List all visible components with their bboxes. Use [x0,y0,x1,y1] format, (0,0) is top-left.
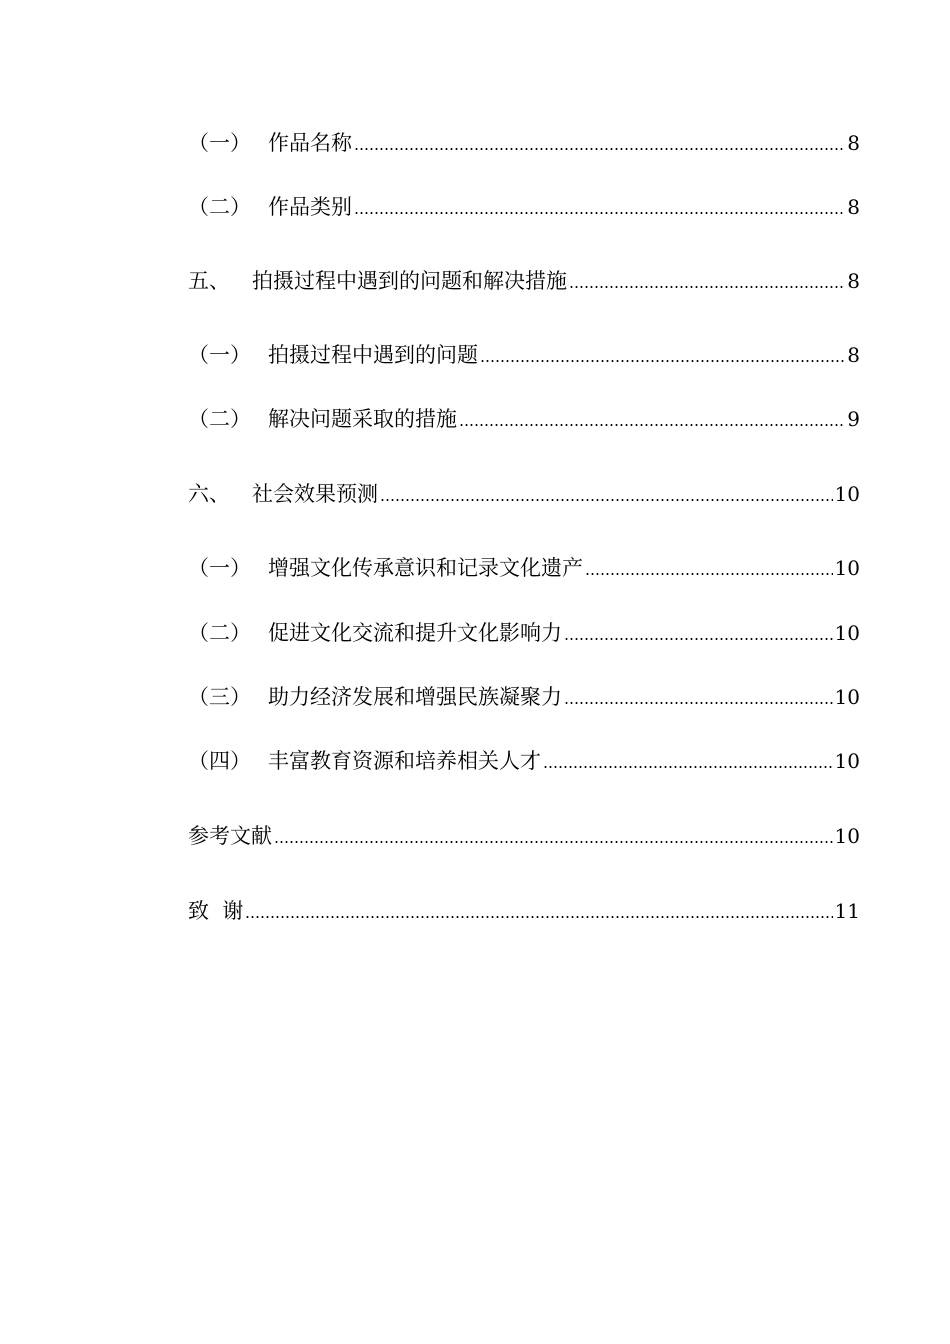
toc-entry-number: （一） [188,556,251,580]
toc-entry-page: 10 [834,482,860,506]
dot-leader [564,702,833,704]
toc-entry-title: 致 谢 [188,899,244,923]
toc-entry-title: 作品名称 [268,131,352,155]
toc-entry[interactable] [188,188,860,222]
toc-entry-page: 9 [847,407,860,431]
dot-leader [354,148,845,150]
dot-leader [543,766,833,768]
toc-entry-title: 作品类别 [268,195,352,219]
toc-entry-number: （二） [188,621,251,645]
toc-entry-page: 10 [834,685,860,709]
toc-entry[interactable] [188,614,860,648]
toc-entry[interactable] [188,336,860,370]
toc-entry-page: 8 [847,195,860,219]
toc-entry-page: 8 [847,269,860,293]
toc-entry[interactable] [188,400,860,434]
toc-entry-title: 丰富教育资源和培养相关人才 [268,749,541,773]
dot-leader [245,916,832,918]
toc-entry-page: 10 [834,556,860,580]
toc-entry-number: 五、 [188,269,230,293]
toc-entry-number: （一） [188,343,251,367]
toc-entry[interactable] [188,817,860,851]
toc-entry-page: 8 [847,131,860,155]
dot-leader [354,212,845,214]
toc-entry[interactable] [188,678,860,712]
toc-entry-title: 拍摄过程中遇到的问题和解决措施 [252,269,567,293]
toc-entry-page: 11 [834,899,860,923]
toc-entry-title: 助力经济发展和增强民族凝聚力 [268,685,562,709]
toc-entry[interactable] [188,262,860,296]
dot-leader [564,638,833,640]
dot-leader [585,573,833,575]
toc-entry-title: 参考文献 [188,824,272,848]
toc-entry-number: （三） [188,685,251,709]
toc-entry-number: （二） [188,407,251,431]
toc-entry-number: （二） [188,195,251,219]
toc-entry-number: 六、 [188,482,230,506]
toc-entry[interactable] [188,549,860,583]
dot-leader [274,841,833,843]
dot-leader [380,499,833,501]
dot-leader [459,424,845,426]
toc-entry[interactable] [188,742,860,776]
toc-entry-page: 10 [834,749,860,773]
toc-entry-title: 增强文化传承意识和记录文化遗产 [268,556,583,580]
toc-entry-title: 拍摄过程中遇到的问题 [268,343,478,367]
toc-entry-page: 10 [834,621,860,645]
toc-entry-title: 促进文化交流和提升文化影响力 [268,621,562,645]
dot-leader [480,360,845,362]
toc-entry-page: 10 [834,824,860,848]
dot-leader [569,286,845,288]
toc-entry[interactable] [188,124,860,158]
toc-entry-number: （一） [188,131,251,155]
toc-entry-title: 社会效果预测 [252,482,378,506]
toc-entry-page: 8 [847,343,860,367]
toc-entry[interactable] [188,892,860,926]
toc-entry-title: 解决问题采取的措施 [268,407,457,431]
toc-entry-number: （四） [188,749,251,773]
toc-entry[interactable] [188,475,860,509]
